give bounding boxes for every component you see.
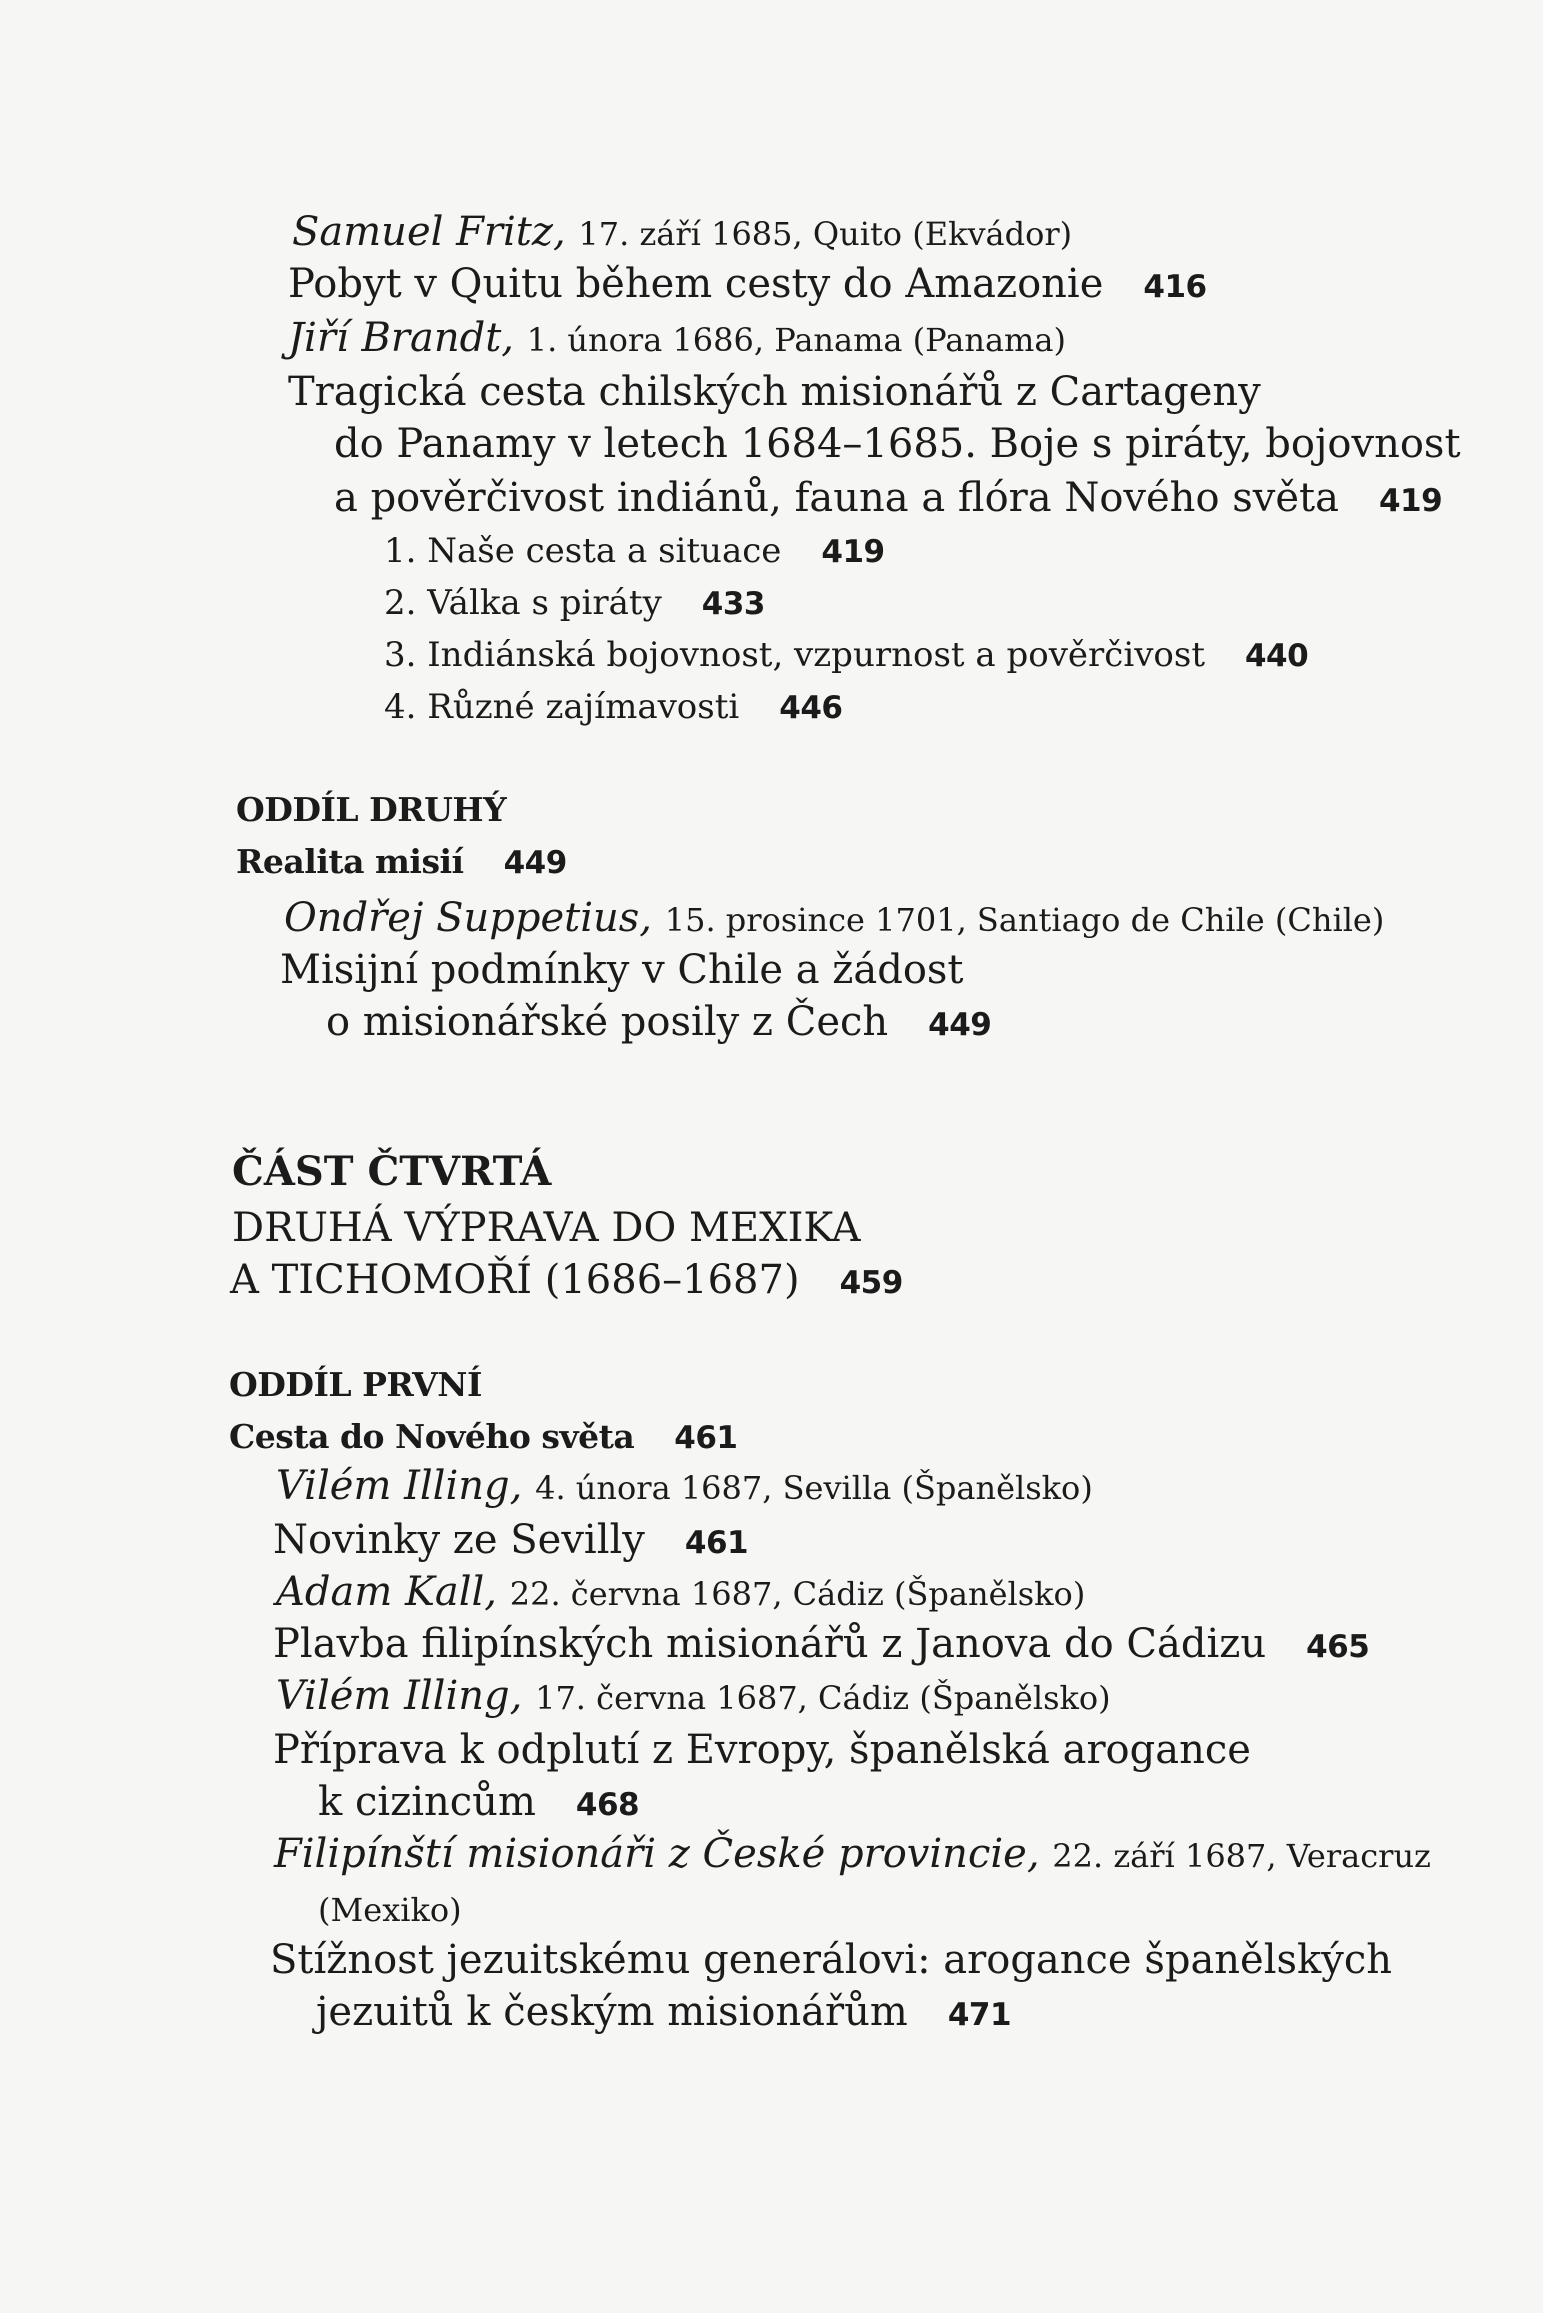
section-heading-line <box>236 842 567 881</box>
entry-page-number: 449 <box>928 1007 992 1043</box>
entry-title: Tragická cesta chilských misionářů z Cartageny <box>288 369 1261 415</box>
entry-title-line <box>273 1621 1370 1667</box>
entry-title: o misionářské posily z Čech <box>326 999 889 1045</box>
subsection-label: 3. Indiánská bojovnost, vzpurnost a pověrčivost <box>384 635 1205 675</box>
entry-author-line <box>274 1831 1431 1877</box>
entry-title: Misijní podmínky v Chile a žádost <box>280 947 964 993</box>
section-heading: Cesta do Nového světa <box>229 1417 635 1456</box>
entry-title-line <box>326 999 992 1045</box>
entry-author: Adam Kall, <box>276 1569 498 1615</box>
entry-title: Příprava k odplutí z Evropy, španělská arogance <box>273 1727 1251 1773</box>
entry-meta: 22. září 1687, Veracruz <box>1052 1837 1431 1875</box>
part-title-line <box>230 1257 903 1303</box>
entry-title: Plavba filipínských misionářů z Janova do Cádizu <box>273 1621 1267 1667</box>
entry-meta: 4. února 1687, Sevilla (Španělsko) <box>535 1469 1093 1507</box>
entry-author: Vilém Illing, <box>276 1463 523 1509</box>
entry-meta: 17. září 1685, Quito (Ekvádor) <box>578 215 1073 253</box>
entry-title-line <box>334 475 1443 521</box>
subsection-label: 4. Různé zajímavosti <box>384 687 740 727</box>
entry-author-line <box>292 209 1073 255</box>
subsection-label: 1. Naše cesta a situace <box>384 531 782 571</box>
entry-title: a pověrčivost indiánů, fauna a flóra Nového světa <box>334 475 1339 521</box>
entry-title: Novinky ze Sevilly <box>273 1517 645 1563</box>
subsection-item <box>384 635 1309 675</box>
subsection-page-number: 433 <box>701 586 766 622</box>
entry-page-number: 461 <box>684 1525 749 1561</box>
subsection-item <box>384 531 885 571</box>
entry-meta: 15. prosince 1701, Santiago de Chile (Chile) <box>664 901 1385 939</box>
entry-title: k cizincům <box>318 1779 536 1825</box>
part-title: DRUHÁ VÝPRAVA DO MEXIKA <box>232 1205 861 1251</box>
entry-author: Vilém Illing, <box>276 1673 523 1719</box>
entry-title-line <box>288 261 1207 307</box>
entry-meta-line <box>318 1888 462 1928</box>
entry-page-number: 471 <box>947 1997 1012 2033</box>
entry-author: Samuel Fritz, <box>292 209 566 255</box>
entry-page-number: 419 <box>1378 483 1443 519</box>
entry-meta: 17. června 1687, Cádiz (Španělsko) <box>535 1679 1111 1717</box>
entry-author: Jiří Brandt, <box>288 315 514 361</box>
entry-title: jezuitů k českým misionářům <box>316 1989 908 2035</box>
entry-meta: 22. června 1687, Cádiz (Španělsko) <box>509 1575 1086 1613</box>
subsection-page-number: 446 <box>779 690 843 726</box>
section-page-number: 449 <box>503 845 567 881</box>
subsection-item <box>384 583 766 623</box>
entry-meta: 1. února 1686, Panama (Panama) <box>526 321 1066 359</box>
subsection-label: 2. Válka s piráty <box>384 583 662 623</box>
division-heading: ODDÍL DRUHÝ <box>236 790 507 829</box>
subsection-item <box>384 687 843 727</box>
subsection-page-number: 440 <box>1244 638 1309 674</box>
section-heading: Realita misií <box>236 842 464 881</box>
section-heading-line <box>229 1417 738 1456</box>
entry-author-line <box>276 1673 1111 1719</box>
entry-page-number: 468 <box>575 1787 640 1823</box>
entry-page-number: 465 <box>1306 1629 1370 1665</box>
entry-title-line <box>318 1779 640 1825</box>
entry-title: Stížnost jezuitskému generálovi: arogance španělských <box>270 1937 1393 1983</box>
part-label: ČÁST ČTVRTÁ <box>232 1148 552 1195</box>
section-page-number: 461 <box>674 1420 738 1456</box>
part-page-number: 459 <box>839 1265 903 1301</box>
division-heading: ODDÍL PRVNÍ <box>229 1365 482 1404</box>
entry-meta: (Mexiko) <box>318 1891 462 1929</box>
entry-title: Pobyt v Quitu během cesty do Amazonie <box>288 261 1104 307</box>
entry-author-line <box>288 315 1066 361</box>
entry-title: do Panamy v letech 1684–1685. Boje s piráty, bojovnost <box>334 421 1461 467</box>
entry-author: Filipínští misionáři z České provincie, <box>274 1831 1040 1877</box>
entry-author-line <box>276 1463 1093 1509</box>
entry-author-line <box>276 1569 1086 1615</box>
subsection-page-number: 419 <box>821 534 885 570</box>
part-title: A TICHOMOŘÍ (1686–1687) <box>230 1257 800 1303</box>
entry-author-line <box>284 895 1385 941</box>
entry-page-number: 416 <box>1143 269 1207 305</box>
entry-author: Ondřej Suppetius, <box>284 895 652 941</box>
entry-title-line <box>316 1989 1012 2035</box>
entry-title-line <box>273 1517 749 1563</box>
